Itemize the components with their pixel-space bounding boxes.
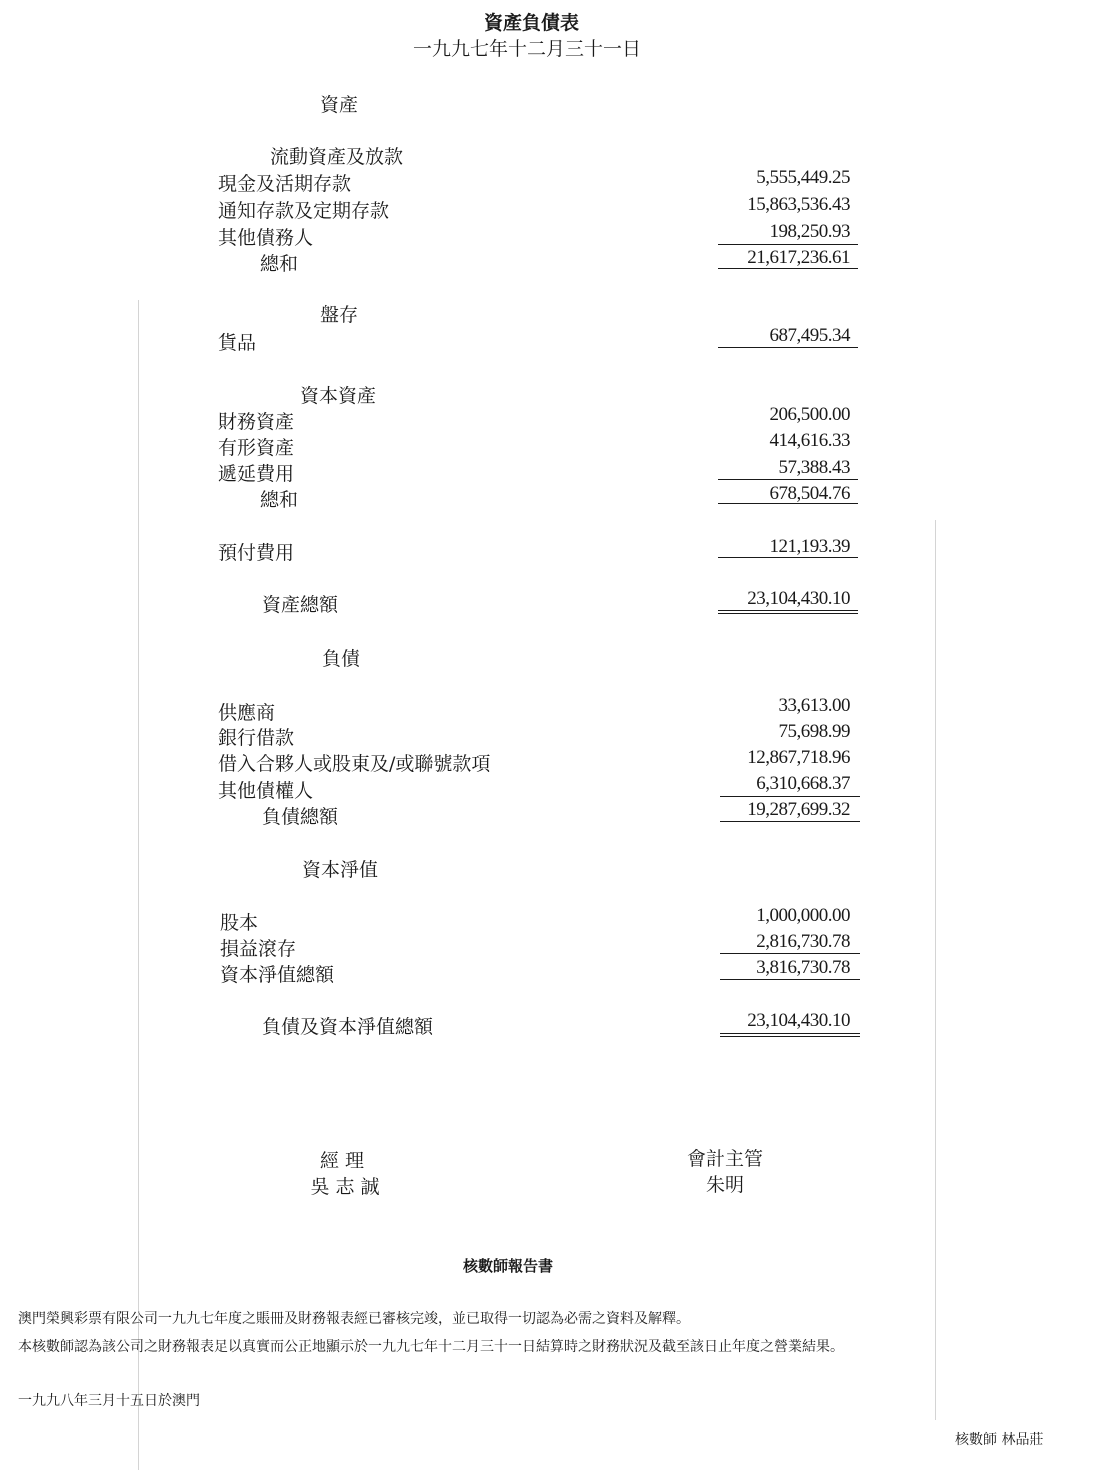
row-label: 銀行借款 [218,727,295,749]
total-rule [720,979,860,980]
total-label: 總和 [260,489,299,511]
auditor-signature: 核數師 林品莊 [955,1432,1044,1448]
prepaid-label: 預付費用 [218,542,295,564]
row-label: 損益滾存 [220,938,297,960]
total-rule [718,268,858,269]
total-label: 總和 [260,253,299,275]
row-value: 15,863,536.43 [747,194,850,215]
assets-total-label: 資產總額 [262,594,339,616]
double-rule [720,1031,860,1037]
scan-artifact-line [935,520,936,1420]
total-rule [720,821,860,822]
row-label: 現金及活期存款 [218,173,352,195]
double-rule [718,608,858,614]
row-label: 遞延費用 [218,463,295,485]
row-value: 12,867,718.96 [747,747,850,768]
liabilities-heading: 負債 [322,648,361,670]
document-title: 資產負債表 [484,12,580,34]
row-label: 有形資產 [218,437,295,459]
subtotal-rule [720,953,860,954]
row-label: 其他債權人 [218,780,314,802]
equity-total-value: 3,816,730.78 [756,957,850,978]
accountant-title: 會計主管 [686,1148,763,1170]
equity-heading: 資本淨值 [302,859,379,881]
row-value: 198,250.93 [769,221,850,242]
row-value: 5,555,449.25 [756,167,850,188]
manager-name: 吳 志 誠 [310,1176,380,1198]
total-value: 21,617,236.61 [747,247,850,268]
row-label: 其他債務人 [218,227,314,249]
scan-artifact-line [138,300,139,1470]
subtotal-rule [718,557,858,558]
row-value: 75,698.99 [778,721,850,742]
accountant-name: 朱明 [705,1174,744,1196]
report-paragraph-2: 本核數師認為該公司之財務報表足以真實而公正地顯示於一九九七年十二月三十一日結算時之財務狀況及截至該日止年度之營業結果。 [18,1339,844,1355]
subtotal-rule [718,244,858,245]
liabilities-total-value: 19,287,699.32 [747,799,850,820]
report-title: 核數師報告書 [463,1257,554,1275]
row-value: 1,000,000.00 [756,905,850,926]
row-value: 414,616.33 [769,430,850,451]
subtotal-rule [718,479,858,480]
row-value: 57,388.43 [778,457,850,478]
report-date-place: 一九九八年三月十五日於澳門 [18,1393,200,1409]
equity-total-label: 資本淨值總額 [220,964,335,986]
row-value: 33,613.00 [778,695,850,716]
assets-heading: 資產 [320,94,359,116]
row-label: 貨品 [218,332,257,354]
total-rule [718,503,858,504]
row-value: 2,816,730.78 [756,931,850,952]
liab-equity-total-value: 23,104,430.10 [747,1010,850,1031]
row-label: 財務資產 [218,411,295,433]
row-value: 6,310,668.37 [756,773,850,794]
row-label: 通知存款及定期存款 [218,200,390,222]
current-assets-heading: 流動資產及放款 [270,146,404,168]
prepaid-value: 121,193.39 [769,536,850,557]
liabilities-total-label: 負債總額 [262,806,339,828]
inventory-heading: 盤存 [320,304,359,326]
row-label: 股本 [220,912,259,934]
report-paragraph-1: 澳門榮興彩票有限公司一九九七年度之賬冊及財務報表經已審核完竣，並已取得一切認為必需之資料及解釋。 [18,1311,690,1327]
capital-assets-heading: 資本資產 [300,385,377,407]
manager-title: 經 理 [319,1150,365,1172]
row-value: 206,500.00 [769,404,850,425]
row-label: 供應商 [218,702,276,724]
subtotal-rule [718,347,858,348]
liab-equity-total-label: 負債及資本淨值總額 [262,1016,434,1038]
row-value: 687,495.34 [769,325,850,346]
assets-total-value: 23,104,430.10 [747,588,850,609]
subtotal-rule [720,796,860,797]
document-date: 一九九七年十二月三十一日 [413,38,642,60]
row-label: 借入合夥人或股東及/或聯號款項 [218,753,491,775]
total-value: 678,504.76 [769,483,850,504]
